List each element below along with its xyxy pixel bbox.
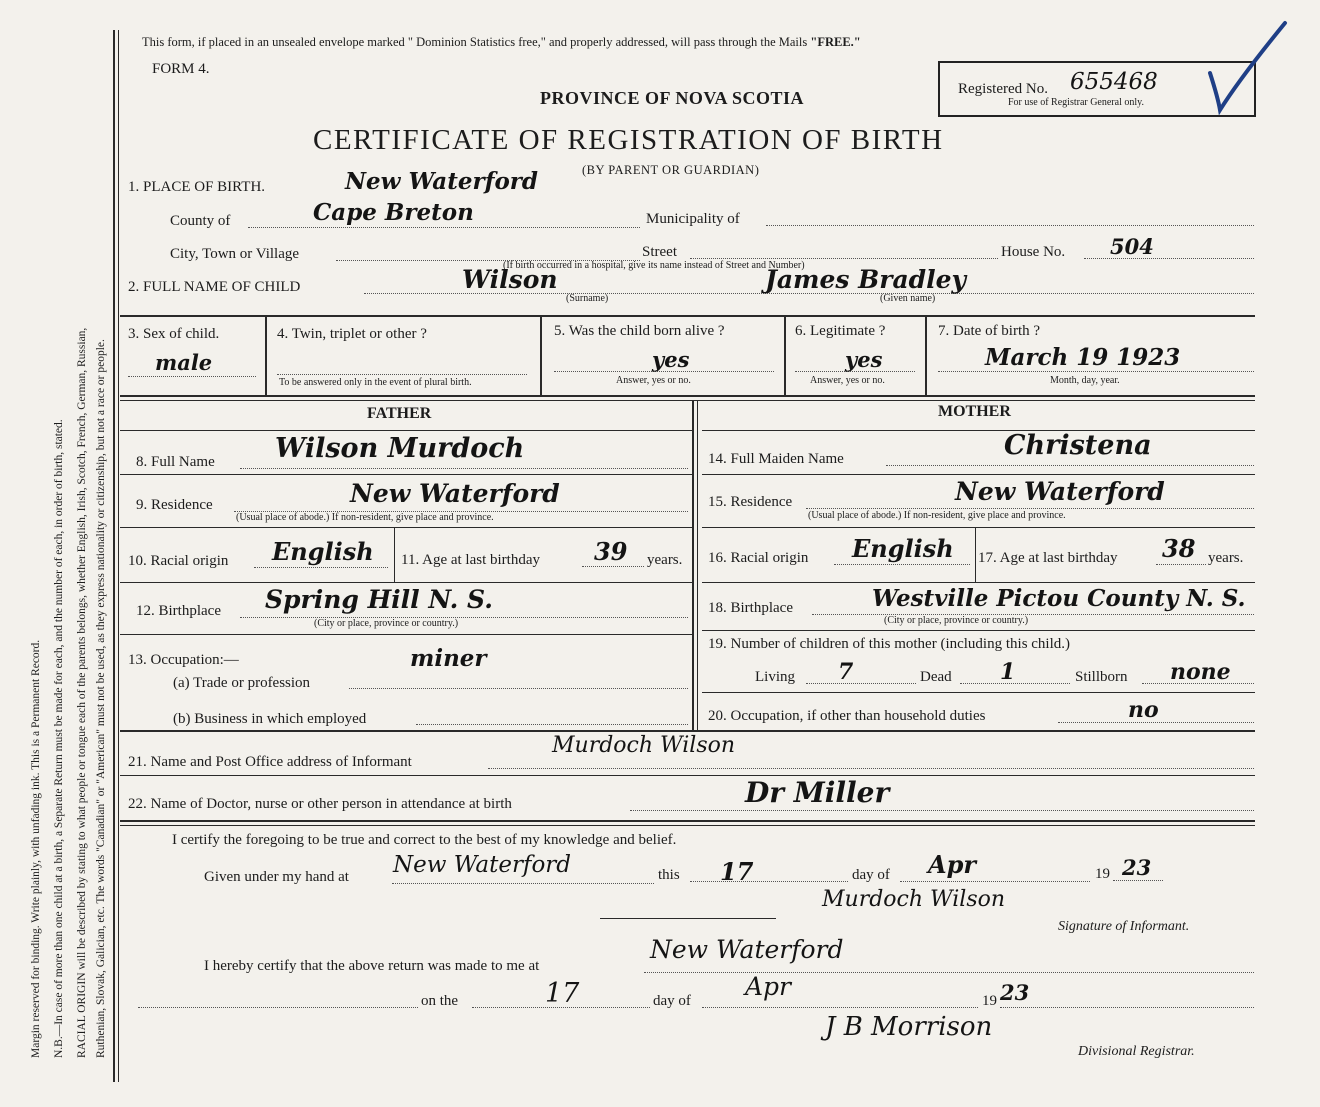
rule xyxy=(120,775,1255,776)
registrar-on-the-label: on the xyxy=(421,993,459,1009)
given-day-of-label: day of xyxy=(852,867,890,883)
child-given-name-value: James Bradley xyxy=(765,265,967,294)
doctor-value: Dr Miller xyxy=(745,776,890,809)
rule xyxy=(120,825,1255,826)
check-mark-icon xyxy=(1200,18,1290,118)
rule xyxy=(120,400,1255,401)
informant-signature-caption: Signature of Informant. xyxy=(1058,919,1190,934)
living-line xyxy=(806,683,916,684)
father-residence-label: 9. Residence xyxy=(136,497,213,513)
county-line xyxy=(248,227,640,228)
hospital-note: (If birth occurred in a hospital, give its name instead of Street and Number) xyxy=(503,260,805,271)
registered-number: 655468 xyxy=(1070,69,1158,95)
mother-residence-line xyxy=(806,508,1254,509)
father-birthplace-label: 12. Birthplace xyxy=(136,603,221,619)
registrar-month-line xyxy=(702,1007,978,1008)
registrar-year-prefix: 19 xyxy=(982,993,997,1009)
mother-heading: MOTHER xyxy=(938,403,1011,420)
given-at-value: New Waterford xyxy=(393,852,572,878)
given-this-label: this xyxy=(658,867,680,883)
street-line xyxy=(690,258,998,259)
city-label: City, Town or Village xyxy=(170,246,300,262)
twin-line xyxy=(277,374,527,375)
doctor-label: 22. Name of Doctor, nurse or other person in attendance at birth xyxy=(128,796,512,812)
rule xyxy=(394,527,395,582)
sex-label: 3. Sex of child. xyxy=(128,326,220,342)
mother-name-value: Christena xyxy=(1004,430,1152,461)
rule xyxy=(697,400,698,730)
father-residence-caption: (Usual place of abode.) If non-resident, give place and province. xyxy=(236,512,494,523)
registrar-place-line xyxy=(644,972,1254,973)
mother-birthplace-value: Westville Pictou County N. S. xyxy=(872,585,1246,612)
registrar-year-line xyxy=(1000,1007,1254,1008)
father-birthplace-caption: (City or place, province or country.) xyxy=(314,618,459,629)
border-rule xyxy=(113,30,115,1082)
margin-note-plural-birth: N.B.—In case of more than one child at a birth, a Separate Return must be made for each, and the number of each, in order of birth, stated. xyxy=(53,419,65,1058)
father-birthplace-value: Spring Hill N. S. xyxy=(265,585,493,614)
mother-residence-value: New Waterford xyxy=(955,477,1165,506)
twin-note: To be answered only in the event of plural birth. xyxy=(279,377,472,388)
father-name-label: 8. Full Name xyxy=(136,454,215,470)
house-number-label: House No. xyxy=(1001,244,1066,260)
mother-racial-value: English xyxy=(852,534,954,563)
stillborn-value: none xyxy=(1170,659,1231,685)
mother-birthplace-caption: (City or place, province or country.) xyxy=(884,615,1029,626)
rule xyxy=(975,527,976,582)
rule xyxy=(784,315,786,395)
surname-caption: (Surname) xyxy=(566,293,609,304)
rule xyxy=(702,430,1255,431)
registrar-signature-caption: Divisional Registrar. xyxy=(1078,1044,1195,1059)
legitimate-value: yes xyxy=(845,347,883,372)
rule xyxy=(120,395,1255,397)
born-alive-value: yes xyxy=(652,347,690,372)
mother-age-value: 38 xyxy=(1162,534,1196,563)
rule xyxy=(120,820,1255,822)
page-title: CERTIFICATE OF REGISTRATION OF BIRTH xyxy=(313,124,944,156)
dead-label: Dead xyxy=(920,669,952,685)
mail-notice: This form, if placed in an unsealed envelope marked " Dominion Statistics free," and properly addressed, will pass through the Mails "FREE." xyxy=(142,35,861,49)
rule xyxy=(120,315,1255,317)
registrar-statement: I hereby certify that the above return was made to me at xyxy=(204,958,540,974)
sex-line xyxy=(128,376,256,377)
mother-years-label: years. xyxy=(1208,550,1244,566)
child-surname-value: Wilson xyxy=(462,265,558,294)
father-age-value: 39 xyxy=(594,537,628,566)
given-month-line xyxy=(900,881,1090,882)
mother-age-line xyxy=(1156,564,1206,565)
rule xyxy=(702,527,1255,528)
rule xyxy=(925,315,927,395)
father-years-label: years. xyxy=(647,552,683,568)
given-year-prefix: 19 xyxy=(1095,866,1110,882)
father-racial-value: English xyxy=(272,537,374,566)
registrar-month-value: Apr xyxy=(745,972,792,1001)
house-number-value: 504 xyxy=(1110,234,1154,259)
municipality-label: Municipality of xyxy=(646,211,740,227)
father-age-line xyxy=(582,566,644,567)
father-trade-label: (a) Trade or profession xyxy=(173,675,311,691)
certification-statement: I certify the foregoing to be true and correct to the best of my knowledge and belief. xyxy=(172,832,677,848)
form-number: FORM 4. xyxy=(152,61,210,77)
mother-birthplace-label: 18. Birthplace xyxy=(708,600,793,616)
given-name-caption: (Given name) xyxy=(880,293,936,304)
registrar-signature: J B Morrison xyxy=(825,1012,993,1042)
living-label: Living xyxy=(755,669,795,685)
registrar-year-value: 23 xyxy=(1000,980,1030,1005)
page-subtitle: (BY PARENT OR GUARDIAN) xyxy=(582,163,760,177)
father-racial-label: 10. Racial origin xyxy=(128,553,229,569)
rule xyxy=(702,582,1255,583)
date-of-birth-label: 7. Date of birth ? xyxy=(938,323,1041,339)
informant-line xyxy=(488,768,1254,769)
street-label: Street xyxy=(642,244,677,260)
father-occupation-value: miner xyxy=(410,645,487,672)
informant-signature: Murdoch Wilson xyxy=(822,887,1006,912)
given-day-value: 17 xyxy=(720,857,754,886)
living-value: 7 xyxy=(838,659,854,685)
rule xyxy=(120,582,692,583)
father-residence-value: New Waterford xyxy=(350,479,560,508)
father-business-label: (b) Business in which employed xyxy=(173,711,367,727)
born-alive-label: 5. Was the child born alive ? xyxy=(554,323,725,339)
born-alive-caption: Answer, yes or no. xyxy=(616,375,691,386)
rule xyxy=(600,918,776,919)
mother-residence-label: 15. Residence xyxy=(708,494,793,510)
given-month-value: Apr xyxy=(928,850,977,879)
rule xyxy=(120,634,692,635)
rule xyxy=(120,730,1255,732)
registered-label: Registered No. xyxy=(958,81,1048,97)
rule xyxy=(702,692,1255,693)
border-rule xyxy=(118,30,119,1082)
rule xyxy=(702,474,1255,475)
registrar-day-value: 17 xyxy=(545,978,580,1009)
rule xyxy=(702,630,1255,631)
mother-birthplace-line xyxy=(812,614,1254,615)
mother-name-label: 14. Full Maiden Name xyxy=(708,451,844,467)
legitimate-caption: Answer, yes or no. xyxy=(810,375,885,386)
father-name-line xyxy=(240,468,688,469)
municipality-line xyxy=(766,225,1254,226)
margin-note-binding: Margin reserved for binding. Write plainly, with unfading ink. This is a Permanent Record. xyxy=(30,639,42,1058)
father-age-label: 11. Age at last birthday xyxy=(401,552,540,568)
rule xyxy=(120,430,692,431)
father-occupation-label: 13. Occupation:— xyxy=(128,652,239,668)
mother-occupation-value: no xyxy=(1128,697,1159,723)
twin-label: 4. Twin, triplet or other ? xyxy=(277,326,427,342)
dead-value: 1 xyxy=(1000,659,1016,685)
province-heading: PROVINCE OF NOVA SCOTIA xyxy=(540,88,805,108)
given-year-value: 23 xyxy=(1122,855,1152,880)
rule xyxy=(540,315,542,395)
rule xyxy=(120,527,692,528)
date-of-birth-caption: Month, day, year. xyxy=(1050,375,1120,386)
rule xyxy=(265,315,267,395)
father-racial-line xyxy=(254,567,388,568)
informant-label: 21. Name and Post Office address of Informant xyxy=(128,754,412,770)
place-of-birth-label: 1. PLACE OF BIRTH. xyxy=(128,179,266,195)
margin-note-racial-origin: RACIAL ORIGIN will be described by stating to what people or tongue each of the parents belongs, whether English, Irish, Scotch, French, German, Russian, xyxy=(76,327,88,1058)
county-label: County of xyxy=(170,213,231,229)
place-of-birth-value: New Waterford xyxy=(345,168,539,195)
father-birthplace-line xyxy=(240,617,688,618)
father-business-line xyxy=(416,724,688,725)
margin-note-racial-origin-cont: Ruthenian, Slovak, Galician, etc. The words "Canadian" or "American" must not be used, as they express nationality or citizenship, but not a race or people. xyxy=(95,339,107,1058)
mother-occupation-label: 20. Occupation, if other than household duties xyxy=(708,708,986,724)
mother-age-label: 17. Age at last birthday xyxy=(978,550,1118,566)
mother-residence-caption: (Usual place of abode.) If non-resident, give place and province. xyxy=(808,510,1066,521)
county-value: Cape Breton xyxy=(313,199,474,226)
given-at-line xyxy=(392,883,654,884)
legitimate-label: 6. Legitimate ? xyxy=(795,323,886,339)
registrar-place-value: New Waterford xyxy=(650,935,844,964)
date-of-birth-value: March 19 1923 xyxy=(985,344,1181,371)
mother-name-line xyxy=(886,465,1254,466)
stillborn-label: Stillborn xyxy=(1075,669,1128,685)
doctor-line xyxy=(630,810,1254,811)
sex-value: male xyxy=(155,350,213,375)
father-name-value: Wilson Murdoch xyxy=(275,433,525,464)
mother-racial-label: 16. Racial origin xyxy=(708,550,809,566)
informant-value: Murdoch Wilson xyxy=(552,733,736,758)
mother-racial-line xyxy=(834,564,970,565)
father-heading: FATHER xyxy=(367,405,432,422)
registrar-note: For use of Registrar General only. xyxy=(1008,97,1144,108)
rule xyxy=(692,400,694,730)
rule xyxy=(120,474,692,475)
children-count-label: 19. Number of children of this mother (including this child.) xyxy=(708,636,1071,652)
given-at-label: Given under my hand at xyxy=(204,869,349,885)
registrar-day-of-label: day of xyxy=(653,993,691,1009)
given-this-line xyxy=(690,881,848,882)
registrar-leading-line xyxy=(138,1007,418,1008)
date-of-birth-line xyxy=(938,371,1254,372)
given-year-line xyxy=(1113,880,1163,881)
child-name-label: 2. FULL NAME OF CHILD xyxy=(128,279,301,295)
father-trade-line xyxy=(349,688,688,689)
